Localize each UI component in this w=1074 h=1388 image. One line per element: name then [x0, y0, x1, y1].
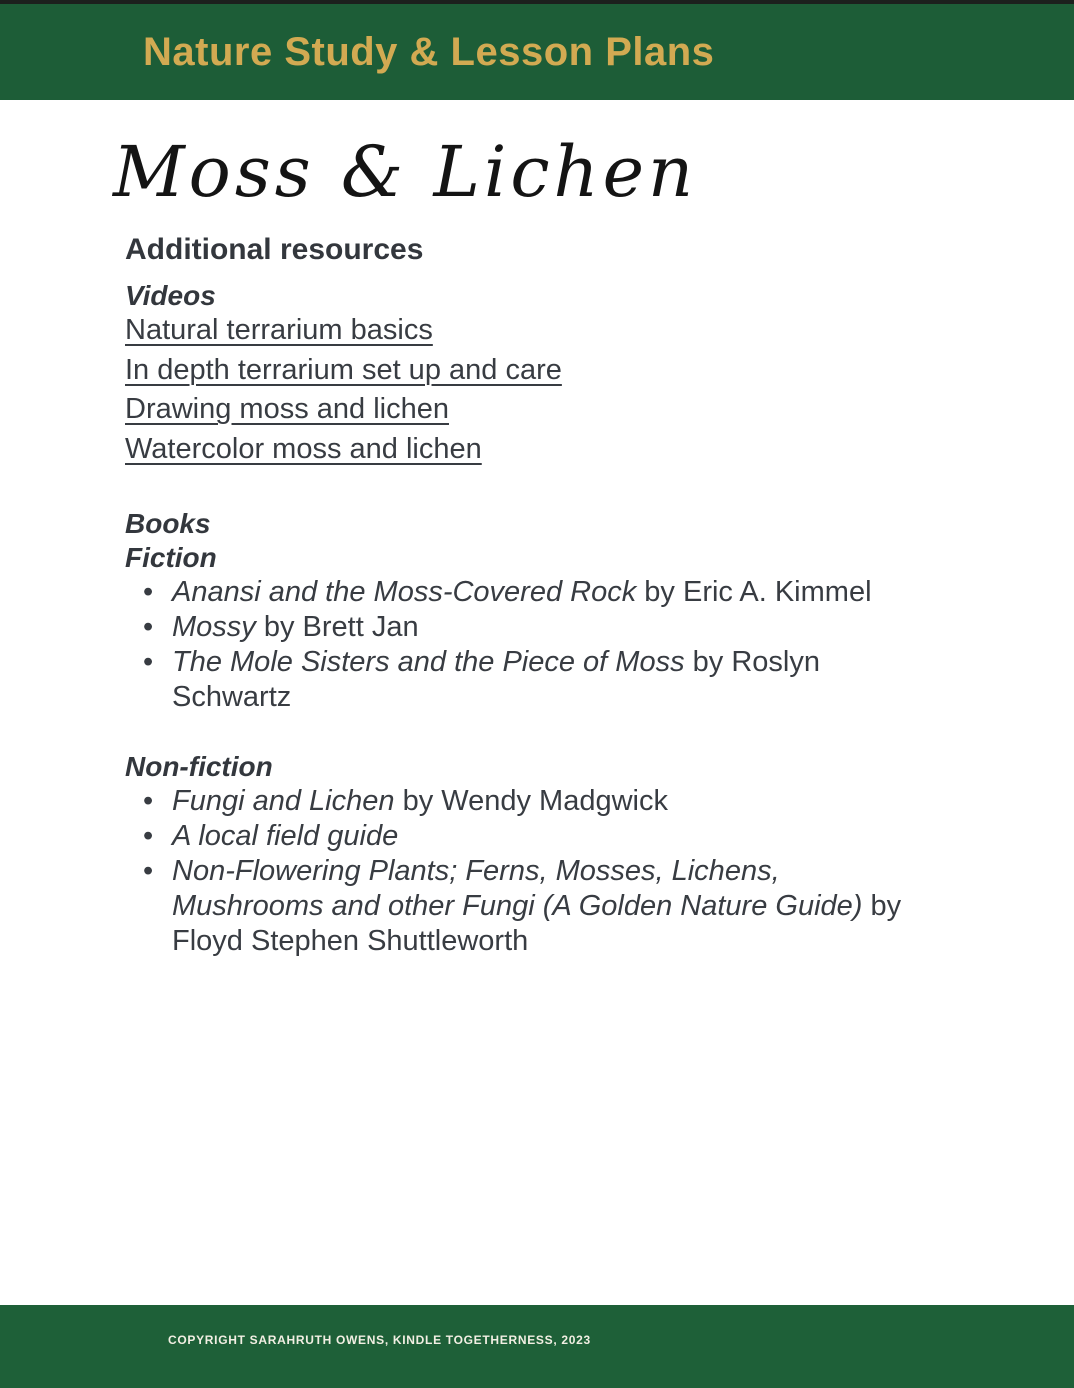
book-title: Fungi and Lichen — [172, 785, 395, 817]
additional-resources-heading: Additional resources — [125, 233, 424, 266]
copyright-text: COPYRIGHT SARAHRUTH OWENS, KINDLE TOGETHERNESS, 2023 — [168, 1333, 591, 1347]
books-heading: Books — [125, 508, 211, 539]
list-item — [125, 432, 1014, 472]
book-author: by Brett Jan — [263, 611, 419, 643]
video-link-terrarium-setup-care[interactable]: In depth terrarium set up and care — [125, 353, 562, 386]
fiction-heading: Fiction — [125, 542, 217, 573]
list-item — [125, 392, 1014, 432]
page-footer-bar — [0, 1305, 1074, 1388]
book-list-item — [125, 784, 915, 819]
header-title: Nature Study & Lesson Plans — [143, 29, 715, 74]
non-fiction-heading: Non-fiction — [125, 751, 273, 782]
book-list-item — [125, 645, 915, 715]
book-title: Mossy — [172, 611, 256, 643]
document-body — [0, 100, 1074, 1305]
book-list-item — [125, 854, 915, 959]
book-author: by Wendy Madgwick — [402, 785, 668, 817]
video-link-watercolor-moss-lichen[interactable]: Watercolor moss and lichen — [125, 432, 482, 465]
page-header-bar — [0, 0, 1074, 100]
non-fiction-book-list — [125, 784, 915, 959]
book-title: Non-Flowering Plants; Ferns, Mosses, Lichens, Mushrooms and other Fungi (A Golden Nature Guide) — [172, 855, 863, 922]
video-link-natural-terrarium-basics[interactable]: Natural terrarium basics — [125, 314, 433, 346]
book-author: by Eric A. Kimmel — [644, 576, 872, 608]
video-link-drawing-moss-lichen[interactable]: Drawing moss and lichen — [125, 393, 449, 425]
video-link-list — [125, 313, 1014, 471]
book-title: A local field guide — [172, 820, 399, 852]
book-author: by Floyd Stephen Shuttleworth — [172, 890, 902, 957]
list-item — [125, 313, 1014, 353]
book-title: Anansi and the Moss-Covered Rock — [172, 576, 637, 608]
book-list-item — [125, 610, 915, 645]
book-list-item — [125, 575, 915, 610]
videos-heading: Videos — [125, 280, 216, 311]
document-title: Moss & Lichen — [113, 131, 698, 213]
book-list-item — [125, 819, 915, 854]
fiction-book-list — [125, 575, 915, 715]
list-item — [125, 353, 1014, 393]
book-title: The Mole Sisters and the Piece of Moss — [172, 646, 685, 678]
book-author: by Roslyn Schwartz — [172, 646, 820, 713]
